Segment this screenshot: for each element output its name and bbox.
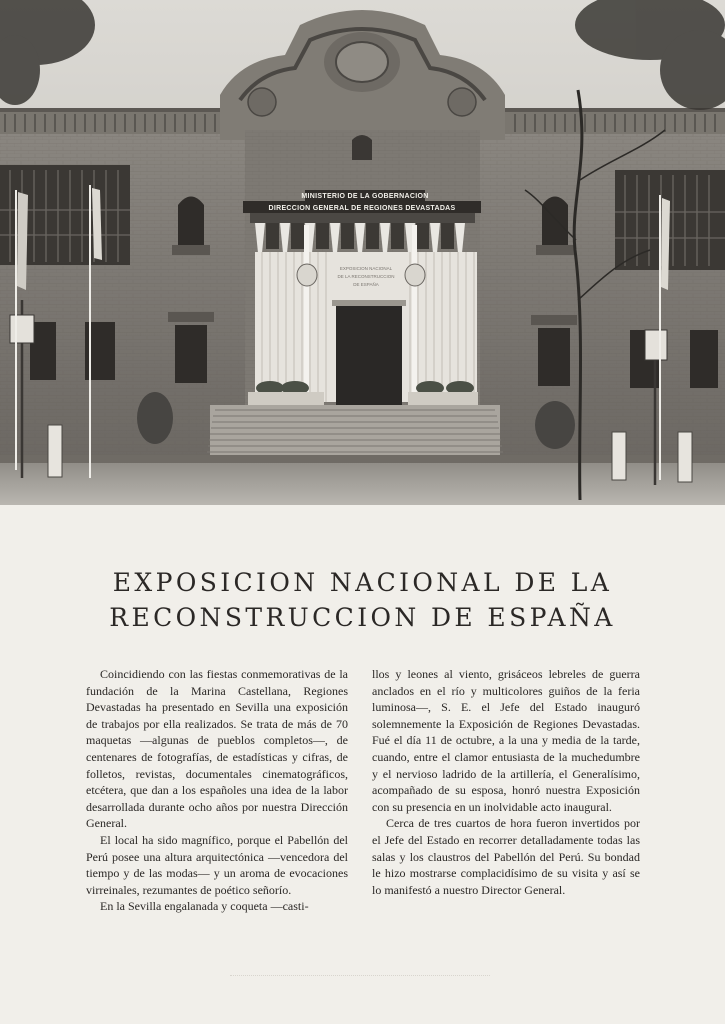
panel-line2: DE LA RECONSTRUCCION: [337, 274, 395, 279]
sign-line2: DIRECCION GENERAL DE REGIONES DEVASTADAS: [268, 205, 456, 212]
paragraph: El local ha sido magnífico, porque el Pabellón del Perú posee una altura arquitectónica —vencedora del tiempo y de las modas— y un aroma de evocaciones virreinales, rezumantes de poético señorío.: [86, 832, 348, 897]
article-title-line1: EXPOSICION NACIONAL DE LA: [112, 568, 613, 597]
article-title-line2: RECONSTRUCCION DE ESPAÑA: [109, 603, 616, 632]
panel-line1: EXPOSICION NACIONAL: [339, 266, 393, 271]
sign-line1: MINISTERIO DE LA GOBERNACION: [301, 193, 429, 200]
shield-left: [297, 264, 317, 286]
pavilion-photograph: [0, 0, 725, 505]
paragraph-continued: llos y leones al viento, grisáceos lebreles de guerra anclados en el río y multicolores guiños de la feria luminosa—, S. E. el Jefe del Estado inauguró solemnemente la Exposición de Regiones Devastadas. Fué el día 11 de octubre, a la una y media de la tarde, cuando, entre el clamor entusiasta de la muchedumbre y el nervioso ladrido de la artillería, el Generalísimo, acompañado de su esposa, honró nuestra Exposición con su presencia en un inolvidable acto inaugural.: [372, 667, 640, 814]
paragraph: En la Sevilla engalanada y coqueta —casti-: [100, 899, 309, 914]
page-footer-mark: [230, 975, 490, 982]
shield-right: [405, 264, 425, 286]
panel-line3: DE ESPAÑA: [353, 282, 379, 287]
left-column: [86, 666, 348, 915]
right-column: [372, 666, 640, 898]
pavilion-illustration: [0, 0, 725, 505]
paragraph: Cerca de tres cuartos de hora fueron invertidos por el Jefe del Estado en recorrer detalladamente todas las salas y los claustros del Pabellón del Perú. Su bondad le hizo mostrarse complacidísimo de su visita y así se lo manifestó a nuestro Director General.: [372, 816, 640, 897]
entrance-door: [336, 305, 402, 405]
paragraph: Coincidiendo con las fiestas conmemorativas de la fundación de la Marina Castellana, Regiones Devastadas ha presentado en Sevilla una exposición de trabajos por ella realizados. Se trata de más de 70 maquetas —algunas de pueblos completos—, de centenares de fotografías, de estadísticas y cifras, de folletos, revistas, documentales cinematográficos, etcétera, que dan a los españoles una idea de la labor desarrollada durante ocho años por nuestra Dirección General.: [86, 667, 348, 831]
